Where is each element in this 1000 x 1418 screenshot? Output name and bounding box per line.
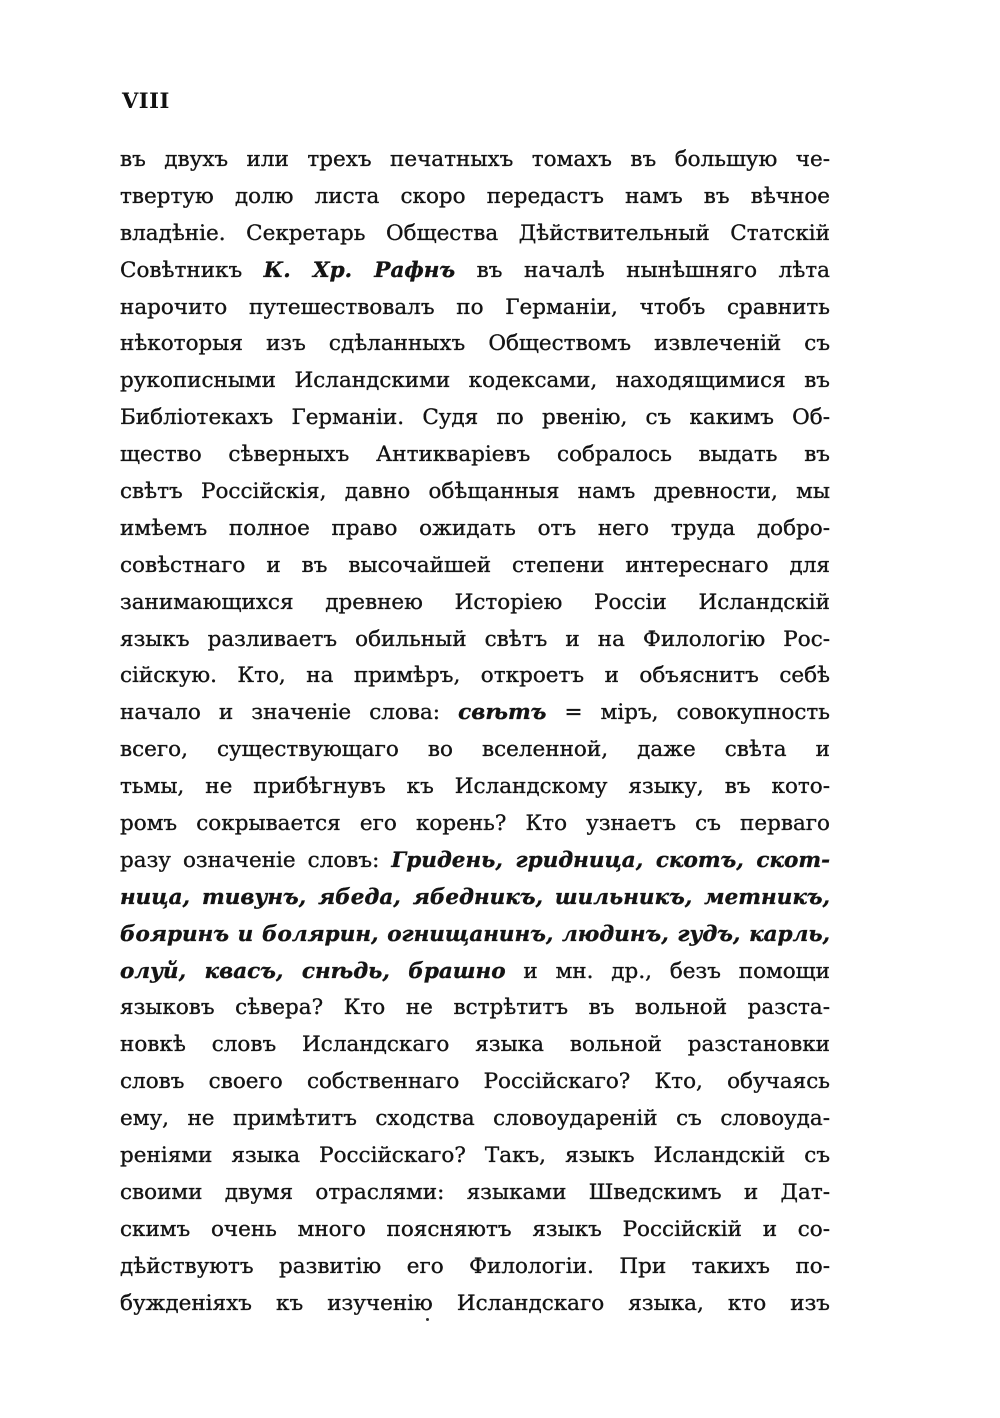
text-line: словъ своего собственнаго Россійскаго? Кто, обучаясь [120,1069,830,1095]
text-line: твертую долю листа скоро передастъ намъ въ вѣчное [120,183,830,209]
text-line: скимъ очень много поясняютъ языкъ Россійскій и со- [120,1216,830,1242]
text-line: нѣкоторыя изъ сдѣланныхъ Обществомъ извлеченій съ [120,331,830,357]
italic-word: свѣтъ [458,700,547,726]
text-line: рукописными Исландскими кодексами, находящимися въ [120,368,830,394]
text-line: имѣемъ полное право ожидать отъ него труда добро- [120,515,830,541]
text-line: владѣніе. Секретарь Общества Дѣйствительный Статскій [120,220,830,246]
body-text [120,142,830,1323]
page-number: VIII [122,88,170,113]
text-line: ромъ сокрывается его корень? Кто узнаетъ съ перваго [120,811,830,837]
text-line: реніями языка Россійскаго? Такъ, языкъ Исландскій съ [120,1143,830,1169]
ink-speck [426,1318,429,1321]
text-run: разу означеніе словъ: [120,847,392,873]
text-line: новкѣ словъ Исландскаго языка вольной разстановки [120,1032,830,1058]
text-run: Совѣтникъ [120,257,264,283]
text-line [120,253,830,290]
italic-words: олуй, квасъ, снѣдь, брашно [120,958,506,984]
text-line [120,695,830,732]
text-line [120,843,830,880]
text-line: всего, существующаго во вселенной, даже свѣта и [120,737,830,763]
text-line: щество сѣверныхъ Антикваріевъ собралось выдать въ [120,442,830,468]
text-line: языкъ разливаетъ обильный свѣтъ и на Филологію Рос- [120,626,830,652]
text-line: сійскую. Кто, на примѣръ, откроетъ и объяснитъ себѣ [120,663,830,689]
text-line: языковъ сѣвера? Кто не встрѣтитъ въ вольной разста- [120,995,830,1021]
text-line: занимающихся древнею Исторіею Россіи Исландскій [120,589,830,615]
text-run: въ началѣ нынѣшняго лѣта [455,257,830,283]
text-line: ему, не примѣтитъ сходства словоудареній съ словоуда- [120,1106,830,1132]
text-line [120,954,830,991]
text-line: бужденіяхъ къ изученію Исландскаго языка, кто изъ [120,1290,830,1316]
text-line: своими двумя отраслями: языками Шведскимъ и Дат- [120,1179,830,1205]
text-line: совѣстнаго и въ высочайшей степени интереснаго для [120,552,830,578]
text-line: Библіотекахъ Германіи. Судя по рвенію, съ какимъ Об- [120,405,830,431]
text-line: нарочито путешествовалъ по Германіи, чтобъ сравнить [120,294,830,320]
italic-name: К. Хр. Рафнъ [263,257,456,283]
text-line: тьмы, не прибѣгнувъ къ Исландскому языку, въ кото- [120,774,830,800]
text-line-italic: бояринъ и болярин, огнищанинъ, людинъ, гудъ, карль, [120,921,830,947]
text-line: дѣйствуютъ развитію его Филологіи. При такихъ по- [120,1253,830,1279]
text-line: свѣтъ Россійскія, давно обѣщанныя намъ древности, мы [120,479,830,505]
text-run: начало и значеніе слова: [120,700,459,726]
italic-words: Гридень, гридница, скотъ, скот- [391,847,830,873]
text-run: = міръ, совокупность [546,700,830,726]
text-line-italic: ница, тивунъ, ябеда, ябедникъ, шильникъ, метникъ, [120,884,830,910]
text-line: въ двухъ или трехъ печатныхъ томахъ въ большую че- [120,147,830,172]
text-run: и мн. др., безъ помощи [505,958,831,984]
